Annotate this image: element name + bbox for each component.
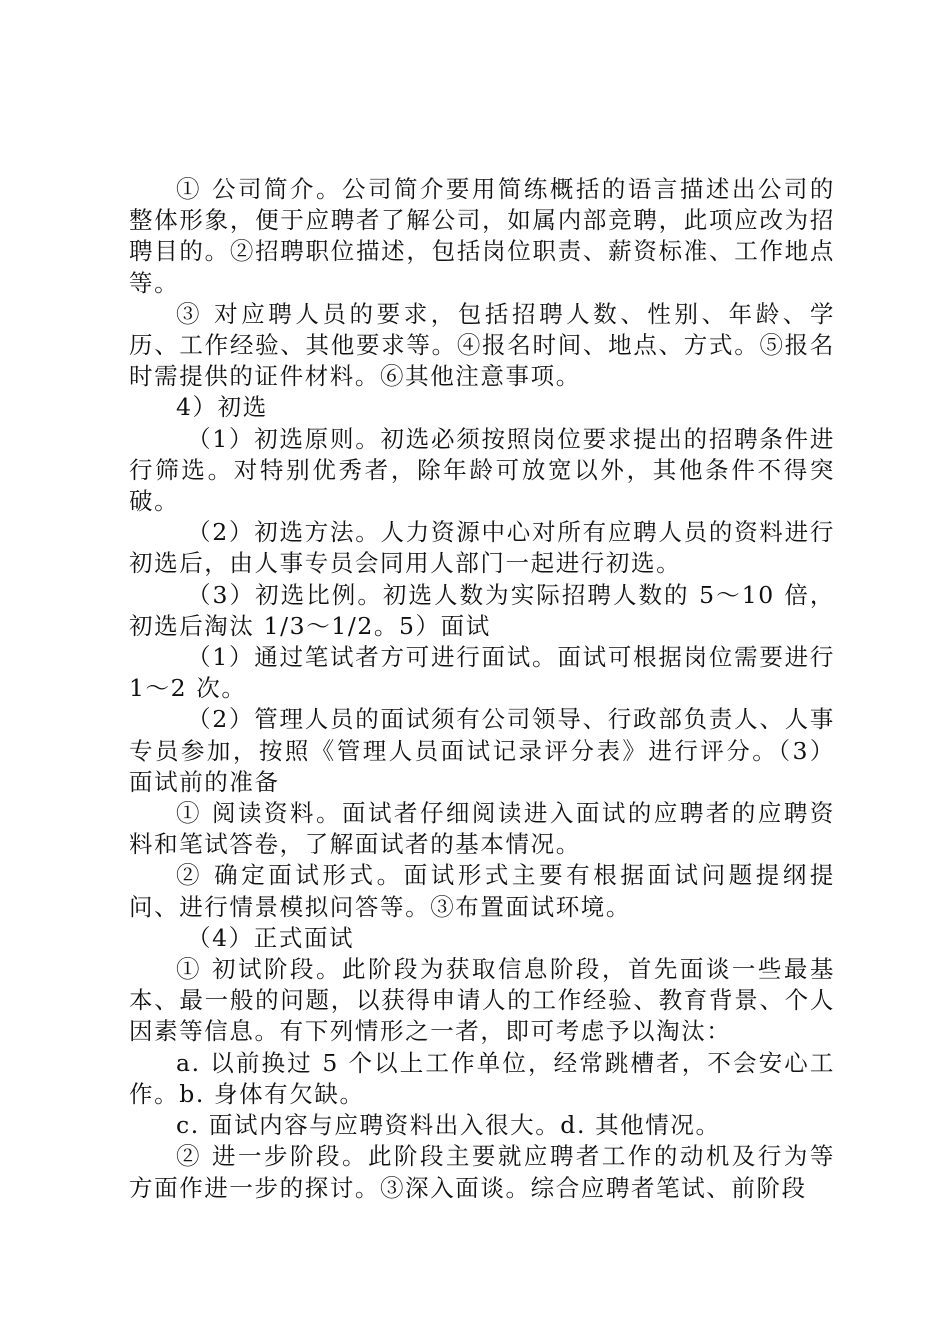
document-body xyxy=(129,174,835,1204)
heading-formal-interview: （4）正式面试 xyxy=(187,923,355,952)
heading-initial-screening: 4）初选 xyxy=(176,393,268,422)
paragraph-interview-format: ② 确定面试形式。面试形式主要有根据面试问题提纲提问、进行情景模拟问答等。③布置面试环境。 xyxy=(129,861,835,921)
paragraph-applicant-requirements: ③ 对应聘人员的要求，包括招聘人数、性别、年龄、学历、工作经验、其他要求等。④报名时间、地点、方式。⑤报名时需提供的证件材料。⑥其他注意事项。 xyxy=(129,299,835,391)
paragraph-screening-principle: （1）初选原则。初选必须按照岗位要求提出的招聘条件进行筛选。对特别优秀者，除年龄可放宽以外，其他条件不得突破。 xyxy=(129,424,835,516)
paragraph-manager-interview: （2）管理人员的面试须有公司领导、行政部负责人、人事专员参加，按照《管理人员面试记录评分表》进行评分。（3）面试前的准备 xyxy=(129,705,835,796)
paragraph-screening-ratio: （3）初选比例。初选人数为实际招聘人数的 5～10 倍，初选后淘汰 1/3～1/2。5）面试 xyxy=(129,580,835,640)
paragraph-read-materials: ① 阅读资料。面试者仔细阅读进入面试的应聘者的应聘资料和笔试答卷，了解面试者的基本情况。 xyxy=(129,799,835,859)
paragraph-further-stage: ② 进一步阶段。此阶段主要就应聘者工作的动机及行为等方面作进一步的探讨。③深入面谈。综合应聘者笔试、前阶段 xyxy=(129,1142,835,1202)
paragraph-elimination-cd: c. 面试内容与应聘资料出入很大。d. 其他情况。 xyxy=(176,1111,721,1140)
paragraph-company-intro: ① 公司简介。公司简介要用简练概括的语言描述出公司的整体形象，便于应聘者了解公司，如属内部竞聘，此项应改为招聘目的。②招聘职位描述，包括岗位职责、薪资标准、工作地点等。 xyxy=(129,175,835,297)
paragraph-screening-method: （2）初选方法。人力资源中心对所有应聘人员的资料进行初选后，由人事专员会同用人部门一起进行初选。 xyxy=(129,518,835,578)
paragraph-elimination-ab: a. 以前换过 5 个以上工作单位，经常跳槽者，不会安心工作。b. 身体有欠缺。 xyxy=(129,1048,835,1108)
paragraph-first-stage: ① 初试阶段。此阶段为获取信息阶段，首先面谈一些最基本、最一般的问题，以获得申请人的工作经验、教育背景、个人因素等信息。有下列情形之一者，即可考虑予以淘汰： xyxy=(129,955,835,1046)
paragraph-interview-rounds: （1）通过笔试者方可进行面试。面试可根据岗位需要进行 1～2 次。 xyxy=(129,643,835,703)
